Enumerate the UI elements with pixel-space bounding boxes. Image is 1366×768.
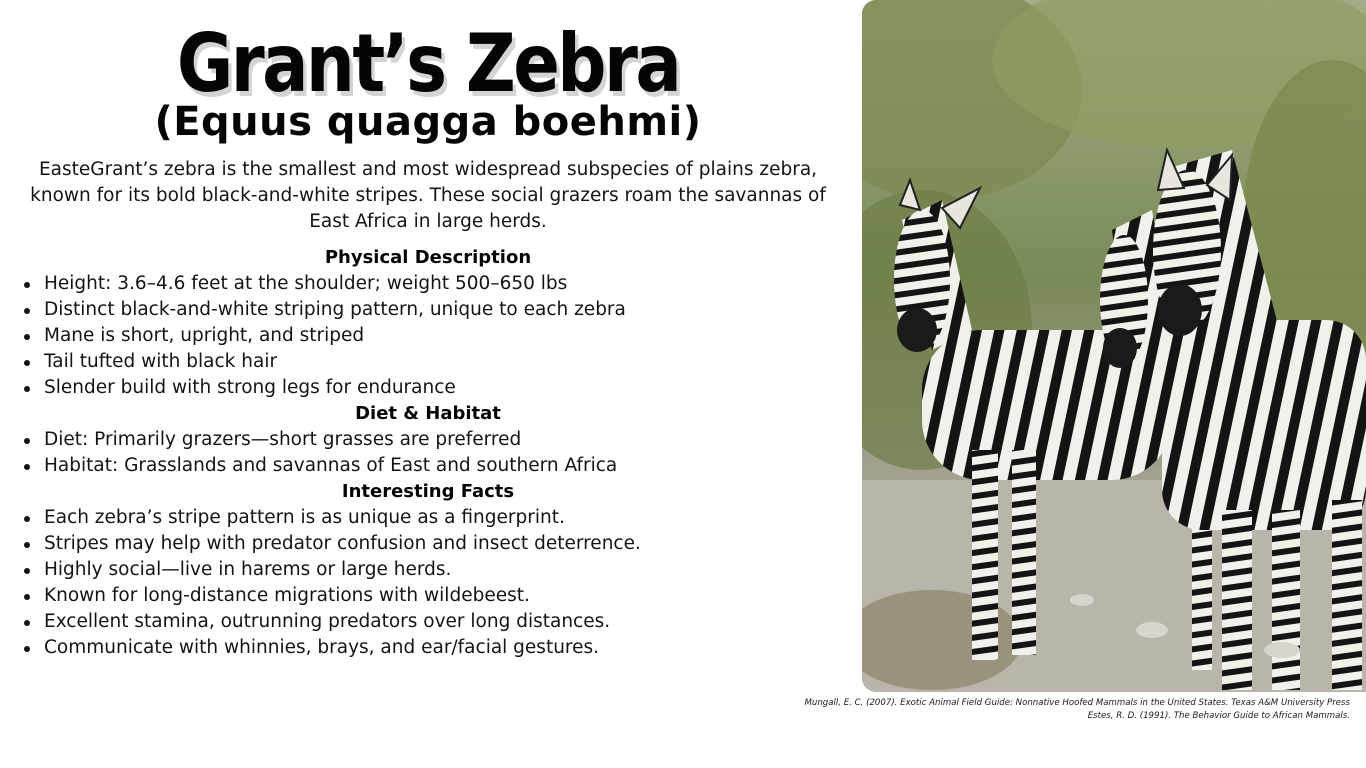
- list-item: [0, 609, 856, 635]
- list-item: [0, 453, 856, 479]
- facts-list: [0, 505, 856, 661]
- bullet-icon: [24, 464, 30, 470]
- list-item-text: Communicate with whinnies, brays, and ear/facial gestures.: [44, 637, 600, 658]
- list-item-text: Stripes may help with predator confusion and insect deterrence.: [44, 533, 641, 554]
- section-heading-physical: Physical Description: [324, 247, 532, 268]
- list-item-text: Tail tufted with black hair: [44, 351, 278, 372]
- list-item-text: Diet: Primarily grazers—short grasses are preferred: [44, 429, 522, 450]
- list-item: [0, 349, 856, 375]
- list-item-text: Height: 3.6–4.6 feet at the shoulder; weight 500–650 lbs: [44, 273, 568, 294]
- list-item-text: Mane is short, upright, and striped: [44, 325, 365, 346]
- list-item-text: Known for long-distance migrations with wildebeest.: [44, 585, 530, 606]
- list-item: [0, 505, 856, 531]
- section-heading-facts: Interesting Facts: [341, 481, 515, 502]
- list-item: [0, 375, 856, 401]
- list-item-text: Excellent stamina, outrunning predators over long distances.: [44, 611, 611, 632]
- reference-1: Mungall, E. C. (2007). Exotic Animal Field Guide: Nonnative Hoofed Mammals in the United States. Texas A&M University Press: [804, 698, 1350, 708]
- bullet-icon: [24, 282, 30, 288]
- list-item-text: Distinct black-and-white striping pattern, unique to each zebra: [44, 299, 626, 320]
- content-sections: [0, 245, 856, 661]
- references: [730, 697, 1350, 723]
- list-item: [0, 583, 856, 609]
- bullet-icon: [24, 568, 30, 574]
- section-heading-diet: Diet & Habitat: [355, 403, 501, 424]
- bullet-icon: [24, 542, 30, 548]
- scientific-name: (Equus quagga boehmi): [154, 99, 702, 145]
- intro-paragraph: EasteGrant’s zebra is the smallest and most widespread subspecies of plains zebra, known for its bold black-and-white stripes. These social grazers roam the savannas of East Africa in large herds.: [30, 159, 826, 232]
- list-item-text: Habitat: Grasslands and savannas of East and southern Africa: [44, 455, 618, 476]
- page-title: Grant’s Zebra: [176, 17, 680, 110]
- bullet-icon: [24, 308, 30, 314]
- list-item-text: Highly social—live in harems or large herds.: [44, 559, 452, 580]
- bullet-icon: [24, 438, 30, 444]
- bullet-icon: [24, 646, 30, 652]
- list-item: [0, 557, 856, 583]
- bullet-icon: [24, 516, 30, 522]
- list-item: [0, 427, 856, 453]
- list-item-text: Slender build with strong legs for endurance: [44, 377, 456, 398]
- list-item: [0, 531, 856, 557]
- reference-2: Estes, R. D. (1991). The Behavior Guide to African Mammals.: [1087, 711, 1350, 721]
- bullet-icon: [24, 386, 30, 392]
- bullet-icon: [24, 360, 30, 366]
- list-item: [0, 635, 856, 661]
- zebra-photo: [862, 0, 1366, 692]
- zebra-illustration: [862, 0, 1366, 692]
- list-item: [0, 271, 856, 297]
- bullet-icon: [24, 334, 30, 340]
- bullet-icon: [24, 620, 30, 626]
- diet-list: [0, 427, 856, 479]
- list-item: [0, 297, 856, 323]
- bullet-icon: [24, 594, 30, 600]
- physical-list: [0, 271, 856, 401]
- list-item-text: Each zebra’s stripe pattern is as unique as a fingerprint.: [44, 507, 565, 528]
- list-item: [0, 323, 856, 349]
